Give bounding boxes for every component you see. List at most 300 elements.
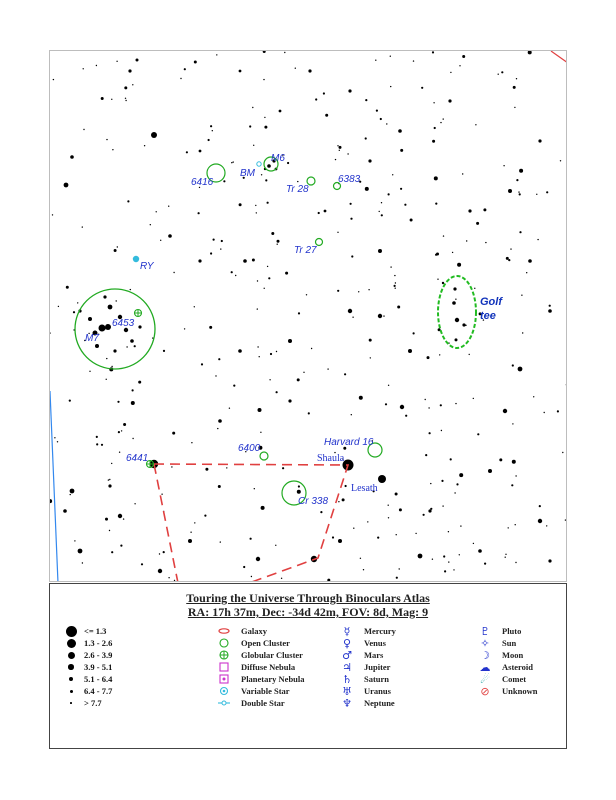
star [474, 288, 475, 289]
star [348, 89, 351, 92]
star [459, 473, 463, 477]
star [379, 211, 380, 212]
star [77, 302, 78, 303]
star [303, 372, 304, 373]
star [503, 165, 504, 166]
star [539, 505, 541, 507]
label-6441: 6441 [126, 453, 149, 464]
star [526, 272, 527, 273]
star [398, 129, 402, 133]
globular-cluster-6453[interactable] [135, 310, 142, 317]
star [369, 339, 372, 342]
star [515, 524, 516, 525]
star [352, 317, 353, 318]
star [257, 280, 258, 281]
star [388, 517, 389, 518]
star [425, 454, 427, 456]
star [404, 204, 406, 206]
star [345, 485, 347, 487]
star [218, 485, 221, 488]
star [118, 431, 120, 433]
star [413, 332, 415, 334]
star [201, 363, 203, 365]
star [276, 391, 278, 393]
star [400, 188, 402, 190]
star [89, 371, 90, 372]
star [456, 483, 458, 485]
star [455, 299, 456, 300]
star [215, 375, 216, 376]
star [210, 125, 212, 127]
label-shaula: Shaula [317, 453, 345, 464]
star [104, 328, 105, 329]
star [400, 149, 403, 152]
star [381, 214, 383, 216]
star [295, 68, 296, 69]
star [376, 110, 378, 112]
star [396, 534, 397, 535]
star [365, 187, 369, 191]
star [410, 219, 413, 222]
star [298, 312, 300, 314]
star [218, 419, 222, 423]
star [514, 107, 515, 108]
moon-icon: ☽ [480, 648, 490, 662]
legend-open-cluster: Open Cluster [217, 637, 290, 649]
label-golf: Golf [480, 296, 502, 308]
star [297, 490, 301, 494]
star [184, 68, 186, 70]
star [125, 98, 126, 99]
legend-comet: ☄ Comet [478, 673, 526, 685]
star [466, 240, 467, 241]
uranus-icon: ♅ [342, 684, 352, 698]
open-cluster-icon [217, 637, 231, 649]
magnitude-row-7: > 7.7 [62, 697, 102, 709]
legend-variable-star: Variable Star [217, 685, 290, 697]
golf-tee-asterism[interactable] [438, 276, 476, 348]
star [58, 306, 59, 307]
label-bm: BM [240, 168, 255, 179]
star [208, 139, 210, 141]
star [106, 379, 107, 380]
star [99, 325, 106, 332]
star [112, 149, 113, 150]
diffuse-nebula-icon [217, 661, 231, 673]
star [194, 61, 197, 64]
star [132, 389, 134, 391]
legend-subtitle: RA: 17h 37m, Dec: -34d 42m, FOV: 8d, Mag: 9 [187, 605, 429, 619]
star [119, 452, 120, 453]
star [433, 102, 434, 103]
boundary-line-top-right [551, 51, 567, 63]
star [508, 189, 512, 193]
asterism-scorpius-tail [154, 464, 348, 582]
star [528, 259, 532, 263]
star [395, 282, 396, 283]
star [131, 401, 135, 405]
star [508, 259, 510, 261]
star [425, 399, 426, 400]
star [205, 468, 208, 471]
star [180, 78, 181, 79]
atlas-legend [49, 583, 567, 749]
legend-pluto: ♇ Pluto [478, 625, 521, 637]
star [395, 493, 398, 496]
magnitude-dot-3 [68, 652, 75, 659]
star [95, 344, 99, 348]
star [448, 561, 449, 562]
star [306, 294, 307, 295]
star [134, 345, 136, 347]
star [469, 354, 470, 355]
mars-icon: ♂ [342, 648, 352, 662]
star [111, 463, 112, 464]
star [337, 290, 339, 292]
star [96, 436, 98, 438]
sun-icon: ✧ [480, 636, 490, 650]
legend-neptune: ♆ Neptune [340, 697, 395, 709]
magnitude-row-2: 1.3 - 2.6 [62, 637, 112, 649]
star [432, 51, 434, 53]
legend-unknown: ⊘ Unknown [478, 685, 537, 697]
star [519, 231, 521, 233]
star [64, 183, 69, 188]
star [251, 576, 252, 577]
asterism-scorpius-tail-left [154, 464, 178, 582]
star [536, 194, 537, 195]
star-chart[interactable] [49, 50, 567, 582]
star [448, 531, 449, 532]
star [394, 285, 396, 287]
star [368, 159, 371, 162]
star [269, 379, 270, 380]
star [454, 492, 455, 493]
star [452, 252, 453, 253]
star [468, 209, 471, 212]
star [505, 554, 506, 555]
star [198, 212, 200, 214]
star [320, 511, 322, 513]
star [473, 543, 474, 544]
star [173, 272, 174, 273]
star [73, 311, 75, 313]
star [53, 79, 54, 80]
star [335, 159, 336, 160]
star [194, 306, 195, 307]
star [521, 295, 522, 296]
star [198, 259, 201, 262]
star [353, 528, 354, 529]
star [123, 423, 126, 426]
star [268, 277, 270, 279]
star [256, 557, 260, 561]
star [515, 475, 516, 476]
star [220, 248, 221, 249]
star [253, 145, 254, 146]
star [231, 162, 232, 163]
star [50, 499, 52, 503]
star [111, 99, 112, 100]
star [392, 174, 393, 175]
star [380, 118, 382, 120]
star [141, 563, 143, 565]
star [516, 78, 517, 79]
star [69, 400, 71, 402]
star [263, 51, 266, 53]
star [130, 289, 131, 290]
star [78, 549, 83, 554]
star [476, 222, 479, 225]
star [485, 242, 486, 243]
star [511, 484, 513, 486]
asteroid-icon: ☁ [479, 660, 491, 674]
star [429, 432, 431, 434]
magnitude-dot-7 [70, 702, 72, 704]
comet-icon: ☄ [480, 672, 490, 686]
star [223, 180, 225, 182]
star [144, 145, 145, 146]
star [395, 288, 396, 289]
star [261, 174, 262, 175]
star [217, 428, 218, 429]
star [267, 202, 269, 204]
star [337, 232, 338, 233]
star [338, 501, 339, 502]
star [260, 432, 261, 433]
star [377, 537, 379, 539]
star [249, 125, 251, 127]
star [264, 117, 265, 118]
star [413, 60, 414, 61]
magnitude-dot-5 [69, 677, 73, 681]
star [261, 506, 265, 510]
star [323, 92, 325, 94]
star [518, 191, 519, 192]
star [108, 305, 113, 310]
label-m7: M7 [85, 333, 99, 344]
magnitude-dot-1 [66, 626, 77, 637]
star [432, 140, 435, 143]
star [397, 306, 400, 309]
star [421, 87, 423, 89]
star [250, 538, 252, 540]
legend-planetary-nebula: Planetary Nebula [217, 673, 305, 685]
star [339, 146, 342, 149]
star [106, 358, 107, 359]
star [348, 309, 352, 313]
star [537, 239, 538, 240]
legend-title: Touring the Universe Through Binoculars Atlas [186, 591, 430, 605]
star [132, 438, 133, 439]
star [441, 480, 443, 482]
star [432, 559, 433, 560]
star [315, 98, 317, 100]
star [218, 358, 220, 360]
star [288, 399, 291, 402]
star [462, 55, 465, 58]
star [213, 239, 215, 241]
legend-uranus: ♅ Uranus [340, 685, 391, 697]
star [66, 286, 69, 289]
star [399, 568, 400, 569]
star [168, 577, 169, 578]
star [287, 162, 289, 164]
star [367, 521, 368, 522]
variable-star-ry[interactable] [133, 256, 139, 262]
star [562, 452, 563, 453]
star [172, 432, 175, 435]
star [548, 309, 552, 313]
star [460, 525, 461, 526]
star [239, 203, 242, 206]
star [386, 123, 387, 124]
star [506, 257, 509, 260]
star [518, 367, 523, 372]
star [190, 532, 191, 533]
legend-diffuse-nebula: Diffuse Nebula [217, 661, 295, 673]
star [106, 324, 108, 326]
star [533, 396, 534, 397]
label-tr27: Tr 27 [294, 245, 317, 256]
star [453, 569, 454, 570]
star [111, 551, 113, 553]
magnitude-row-1: <= 1.3 [62, 625, 106, 637]
star [347, 153, 348, 154]
star [138, 325, 141, 328]
star [390, 86, 391, 87]
star [478, 549, 482, 553]
star [57, 441, 58, 442]
label-6453: 6453 [112, 318, 135, 329]
star [136, 59, 139, 62]
star [522, 332, 523, 333]
star [512, 423, 513, 424]
star [437, 279, 438, 280]
star [430, 508, 432, 510]
legend-mercury: ☿ Mercury [340, 625, 396, 637]
legend-venus: ♀ Venus [340, 637, 386, 649]
star [337, 145, 338, 146]
star [297, 378, 300, 381]
planetary-nebula-icon [217, 673, 231, 685]
star [265, 179, 267, 181]
star [350, 203, 352, 205]
star [83, 68, 84, 69]
star [111, 366, 112, 367]
magnitude-row-6: 6.4 - 7.7 [62, 685, 112, 697]
star [267, 266, 268, 267]
star [360, 558, 361, 559]
star [233, 385, 235, 387]
star [484, 563, 486, 565]
star [281, 578, 282, 579]
star [450, 72, 451, 73]
star [82, 562, 83, 563]
star [117, 401, 119, 403]
legend-moon: ☽ Moon [478, 649, 523, 661]
star [113, 349, 116, 352]
star [116, 61, 117, 62]
legend-mars: ♂ Mars [340, 649, 383, 661]
star [400, 405, 404, 409]
label-cr338: Cr 338 [298, 496, 329, 507]
star [235, 275, 236, 276]
star [229, 408, 230, 409]
star [436, 253, 439, 256]
open-cluster-6400[interactable] [260, 452, 268, 460]
star [557, 410, 559, 412]
star [448, 99, 451, 102]
label-harvard16: Harvard 16 [324, 437, 374, 448]
star [442, 505, 443, 506]
star [390, 56, 391, 57]
star [82, 226, 83, 227]
label-6416: 6416 [191, 177, 214, 188]
star [381, 202, 382, 203]
star [423, 514, 425, 516]
double-star-bm[interactable] [257, 162, 261, 166]
star [498, 74, 499, 75]
star [151, 132, 157, 138]
star [74, 540, 75, 541]
star [499, 458, 502, 461]
star [501, 71, 503, 73]
star [388, 385, 389, 386]
star [163, 551, 165, 553]
star [50, 332, 51, 333]
star [434, 127, 436, 129]
star [83, 129, 84, 130]
star [105, 518, 108, 521]
star [252, 107, 253, 108]
star [430, 483, 431, 484]
star [212, 130, 213, 131]
star [150, 224, 151, 225]
star [327, 579, 330, 582]
star [70, 489, 75, 494]
star [311, 348, 312, 349]
star [238, 349, 242, 353]
star [443, 555, 445, 557]
star [267, 164, 271, 168]
star [254, 488, 255, 489]
open-cluster-m7[interactable] [75, 289, 155, 369]
star [168, 234, 172, 238]
unknown-icon: ⊘ [480, 684, 490, 698]
star [63, 509, 67, 513]
star [378, 249, 382, 253]
legend-sun: ✧ Sun [478, 637, 516, 649]
star [566, 384, 567, 385]
star [505, 557, 506, 558]
star [159, 553, 160, 554]
venus-icon: ♀ [342, 636, 352, 650]
star [308, 412, 310, 414]
star [184, 328, 185, 329]
star [52, 214, 53, 215]
star [515, 562, 516, 563]
magnitude-dot-6 [70, 690, 73, 693]
star [560, 160, 561, 161]
star [452, 301, 456, 305]
label-6383: 6383 [338, 174, 361, 185]
star [163, 350, 165, 352]
star [231, 271, 233, 273]
star [385, 403, 387, 405]
star [199, 150, 202, 153]
magnitude-dot-2 [67, 639, 76, 648]
